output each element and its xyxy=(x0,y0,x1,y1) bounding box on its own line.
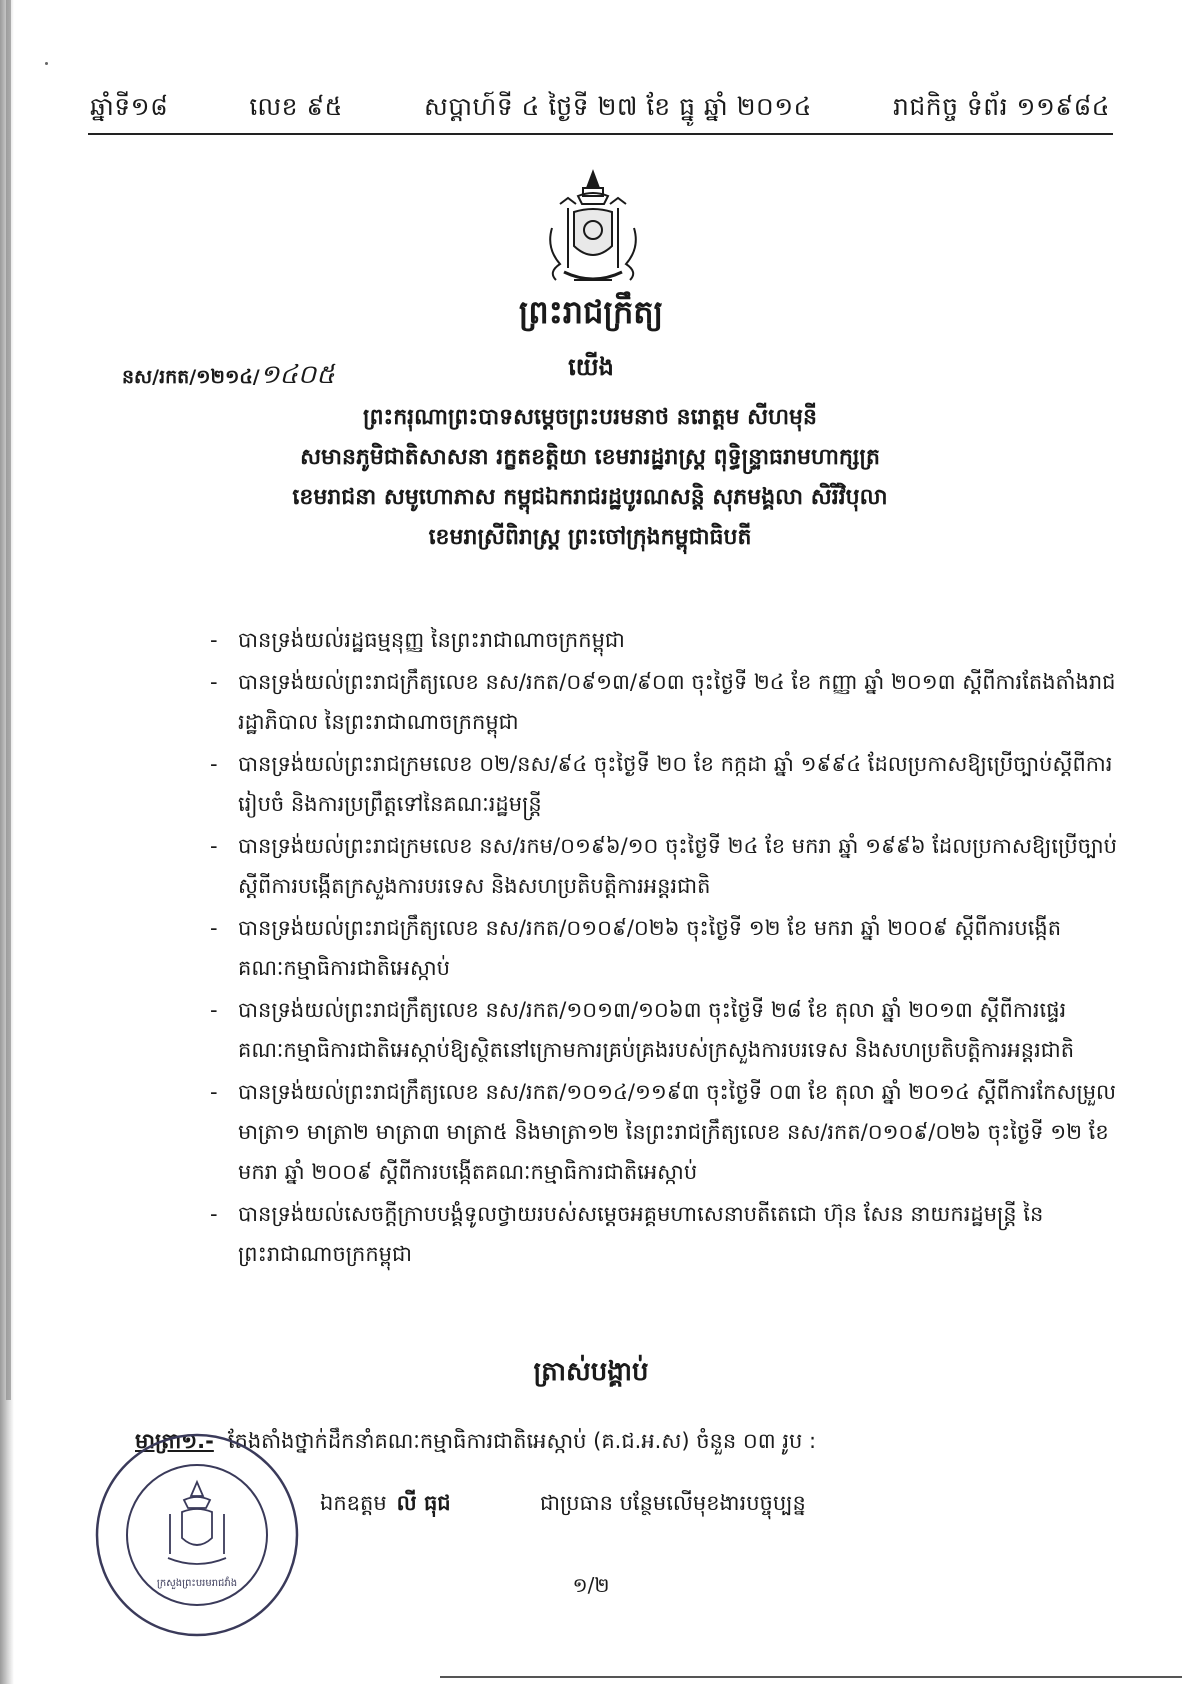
king-title-line: ខេមរាជនា សមូហោភាស កម្ពុជឯករាជរដ្ឋបូរណសន្តិ សុភមង្គលា សិរីវិបុលា xyxy=(292,485,888,510)
consideration-item: - បានទ្រង់យល់ព្រះរាជក្រមលេខ នស/រកម/០១៩៦/១០ ចុះថ្ងៃទី ២៤ ខែ មករា ឆ្នាំ ១៩៩៦ ដែលប្រកាសឱ្យប្រើច្បាប់ស្តីពីការបង្កើតក្រសួងការបរទេស និងសហប្រតិបត្តិការអន្តរជាតិ xyxy=(210,826,1130,906)
king-titles xyxy=(190,398,990,558)
consideration-item: - បានទ្រង់យល់សេចក្តីក្រាបបង្គំទូលថ្វាយរបស់សម្តេចអគ្គមហាសេនាបតីតេជោ ហ៊ុន សែន នាយករដ្ឋមន្ត្រី នៃព្រះរាជាណាចក្រកម្ពុជា xyxy=(210,1194,1130,1274)
consideration-item: - បានទ្រង់យល់រដ្ឋធម្មនុញ្ញ នៃព្រះរាជាណាចក្រកម្ពុជា xyxy=(210,620,1130,660)
king-title-line: សមានភូមិជាតិសាសនា រក្ខតខត្តិយា ខេមរារដ្ឋរាស្ត្រ ពុទ្ធិន្ទ្រាធរាមហាក្សត្រ xyxy=(300,445,880,470)
page-number: ១/២ xyxy=(572,1573,610,1597)
article-1-text: តែងតាំងថ្នាក់ដឹកនាំគណៈកម្មាធិការជាតិអេស្កាប់ (គ.ជ.អ.ស) ចំនួន ០៣ រូប : xyxy=(227,1429,817,1453)
member-name xyxy=(320,1490,451,1521)
header-issue: លេខ ៩៥ xyxy=(249,92,343,121)
member-title: ឯកឧត្តម xyxy=(320,1491,387,1515)
consideration-item: - បានទ្រង់យល់ព្រះរាជក្រឹត្យលេខ នស/រកត/១០១៤/១១៩៣ ចុះថ្ងៃទី ០៣ ខែ តុលា ឆ្នាំ ២០១៤ ស្តីពីការកែសម្រួលមាត្រា១ មាត្រា២ មាត្រា៣ មាត្រា៥ និងមាត្រា១២ នៃព្រះរាជក្រឹត្យលេខ នស/រកត/០១០៩/០២៦ ចុះថ្ងៃទី ១២ ខែ មករា ឆ្នាំ ២០០៩ ស្តីពីការបង្កើតគណៈកម្មាធិការជាតិអេស្កាប់ xyxy=(210,1072,1130,1192)
we-heading: យើង xyxy=(568,353,614,381)
header-date: សប្តាហ៍ទី ៤ ថ្ងៃទី ២៧ ខែ ធ្នូ ឆ្នាំ ២០១៤ xyxy=(423,92,812,121)
consideration-item: - បានទ្រង់យល់ព្រះរាជក្រឹត្យលេខ នស/រកត/១០១៣/១០៦៣ ចុះថ្ងៃទី ២៨ ខែ តុលា ឆ្នាំ ២០១៣ ស្តីពីការផ្ទេរគណៈកម្មាធិការជាតិអេស្កាប់ឱ្យស្ថិតនៅក្រោមការគ្រប់គ្រងរបស់ក្រសួងការបរទេស និងសហប្រតិបត្តិការអន្តរជាតិ xyxy=(210,990,1130,1070)
bottom-rule xyxy=(440,1676,1182,1678)
member-role: ជាប្រធាន បន្ថែមលើមុខងារបច្ចុប្បន្ន xyxy=(540,1491,806,1515)
scan-speck xyxy=(45,62,48,65)
reference-handwritten: ១៤០៥ xyxy=(259,360,335,390)
consideration-item: - បានទ្រង់យល់ព្រះរាជក្រឹត្យលេខ នស/រកត/០១០៩/០២៦ ចុះថ្ងៃទី ១២ ខែ មករា ឆ្នាំ ២០០៩ ស្តីពីការបង្កើតគណៈកម្មាធិការជាតិអេស្កាប់ xyxy=(210,908,1130,988)
svg-text:ក្រសួងព្រះបរមរាជវាំង: ក្រសួងព្រះបរមរាជវាំង xyxy=(156,1578,238,1589)
article-1-label: មាត្រា១.- xyxy=(135,1429,214,1453)
scan-edge-line xyxy=(6,0,11,1400)
considerations-list xyxy=(210,620,1130,1276)
member-fullname: លី ធុជ xyxy=(396,1491,451,1515)
consideration-item: - បានទ្រង់យល់ព្រះរាជក្រឹត្យលេខ នស/រកត/០៩១៣/៩០៣ ចុះថ្ងៃទី ២៤ ខែ កញ្ញា ឆ្នាំ ២០១៣ ស្តីពីការតែងតាំងរាជរដ្ឋាភិបាល នៃព្រះរាជាណាចក្រកម្ពុជា xyxy=(210,662,1130,742)
decision-heading: ត្រាស់បង្គាប់ xyxy=(533,1357,649,1387)
document-title: ព្រះរាជក្រឹត្យ xyxy=(518,293,664,331)
royal-palace-seal-icon xyxy=(92,1430,302,1640)
gazette-header xyxy=(90,92,1110,128)
king-title-line: ខេមរាស្រីពិរាស្ត្រ ព្រះចៅក្រុងកម្ពុជាធិបតី xyxy=(428,525,752,550)
header-rule xyxy=(88,133,1113,135)
royal-arms-icon xyxy=(538,168,648,293)
consideration-item: - បានទ្រង់យល់ព្រះរាជក្រមលេខ ០២/នស/៩៤ ចុះថ្ងៃទី ២០ ខែ កក្កដា ឆ្នាំ ១៩៩៤ ដែលប្រកាសឱ្យប្រើច្បាប់ស្តីពីការរៀបចំ និងការប្រព្រឹត្តទៅនៃគណៈរដ្ឋមន្ត្រី xyxy=(210,744,1130,824)
header-page: រាជកិច្ច ទំព័រ ១១៩៨៤ xyxy=(892,92,1110,121)
king-title-line: ព្រះករុណាព្រះបាទសម្តេចព្រះបរមនាថ នរោត្តម សីហមុនី xyxy=(363,405,817,430)
header-year: ឆ្នាំទី១៨ xyxy=(90,92,169,121)
reference-printed: នស/រកត/១២១៤/ xyxy=(122,366,260,388)
